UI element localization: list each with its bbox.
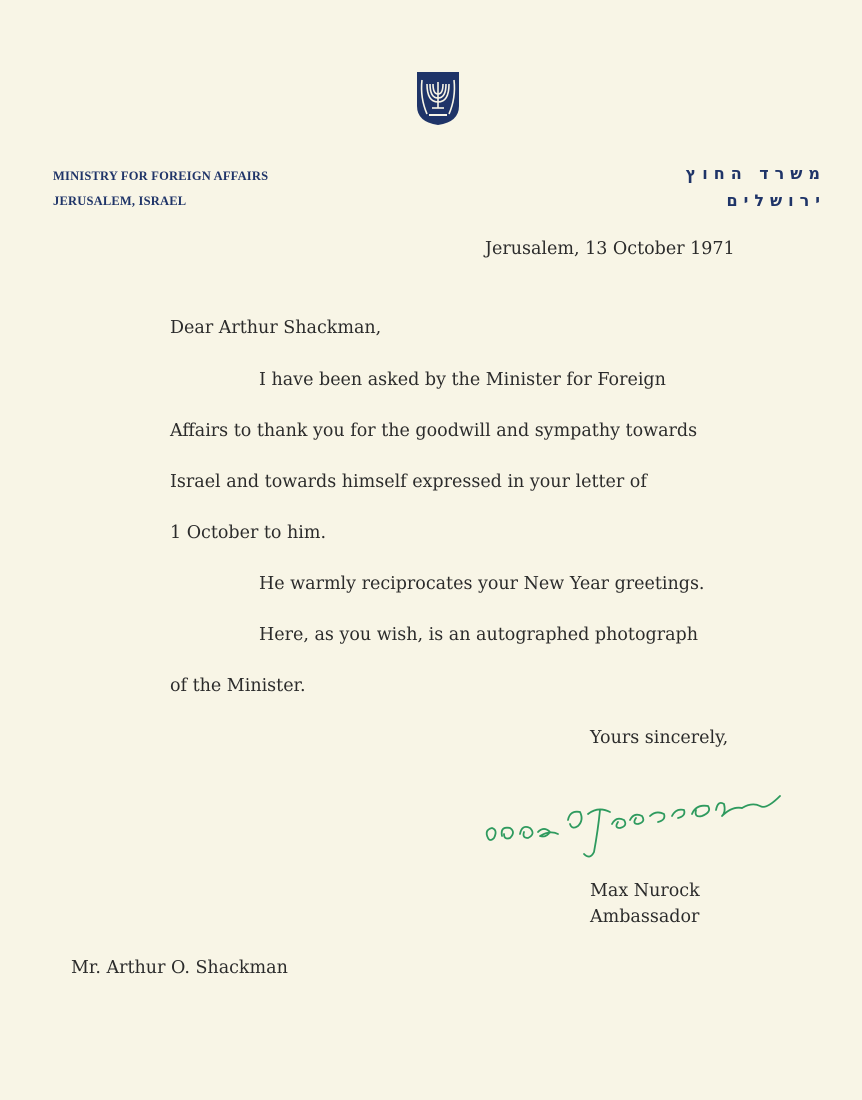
date-line: Jerusalem, 13 October 1971 xyxy=(485,239,735,259)
body-line: Israel and towards himself expressed in your letter of xyxy=(170,472,647,492)
salutation: Dear Arthur Shackman, xyxy=(170,318,382,338)
handwritten-signature-icon xyxy=(480,790,800,870)
letterhead-hebrew xyxy=(686,160,826,214)
body-line: Affairs to thank you for the goodwill and sympathy towards xyxy=(170,421,698,441)
body-line: 1 October to him. xyxy=(170,523,327,543)
body-line: He warmly reciprocates your New Year greetings. xyxy=(259,574,705,594)
menorah-emblem-icon xyxy=(415,70,461,126)
closing: Yours sincerely, xyxy=(590,728,729,748)
letterhead-english xyxy=(53,164,268,214)
letterhead-ministry: MINISTRY FOR FOREIGN AFFAIRS xyxy=(53,169,269,183)
letterhead-hebrew-ministry: משרד החוץ xyxy=(685,164,826,183)
letterhead-city: JERUSALEM, ISRAEL xyxy=(53,194,187,208)
sender-name: Max Nurock xyxy=(590,881,700,901)
sender-title: Ambassador xyxy=(590,907,700,927)
recipient: Mr. Arthur O. Shackman xyxy=(71,958,288,978)
letterhead-hebrew-city: ירושלים xyxy=(726,191,826,210)
body-line: I have been asked by the Minister for Foreign xyxy=(259,370,666,390)
body-line: of the Minister. xyxy=(170,676,306,696)
body-line: Here, as you wish, is an autographed photograph xyxy=(259,625,698,645)
